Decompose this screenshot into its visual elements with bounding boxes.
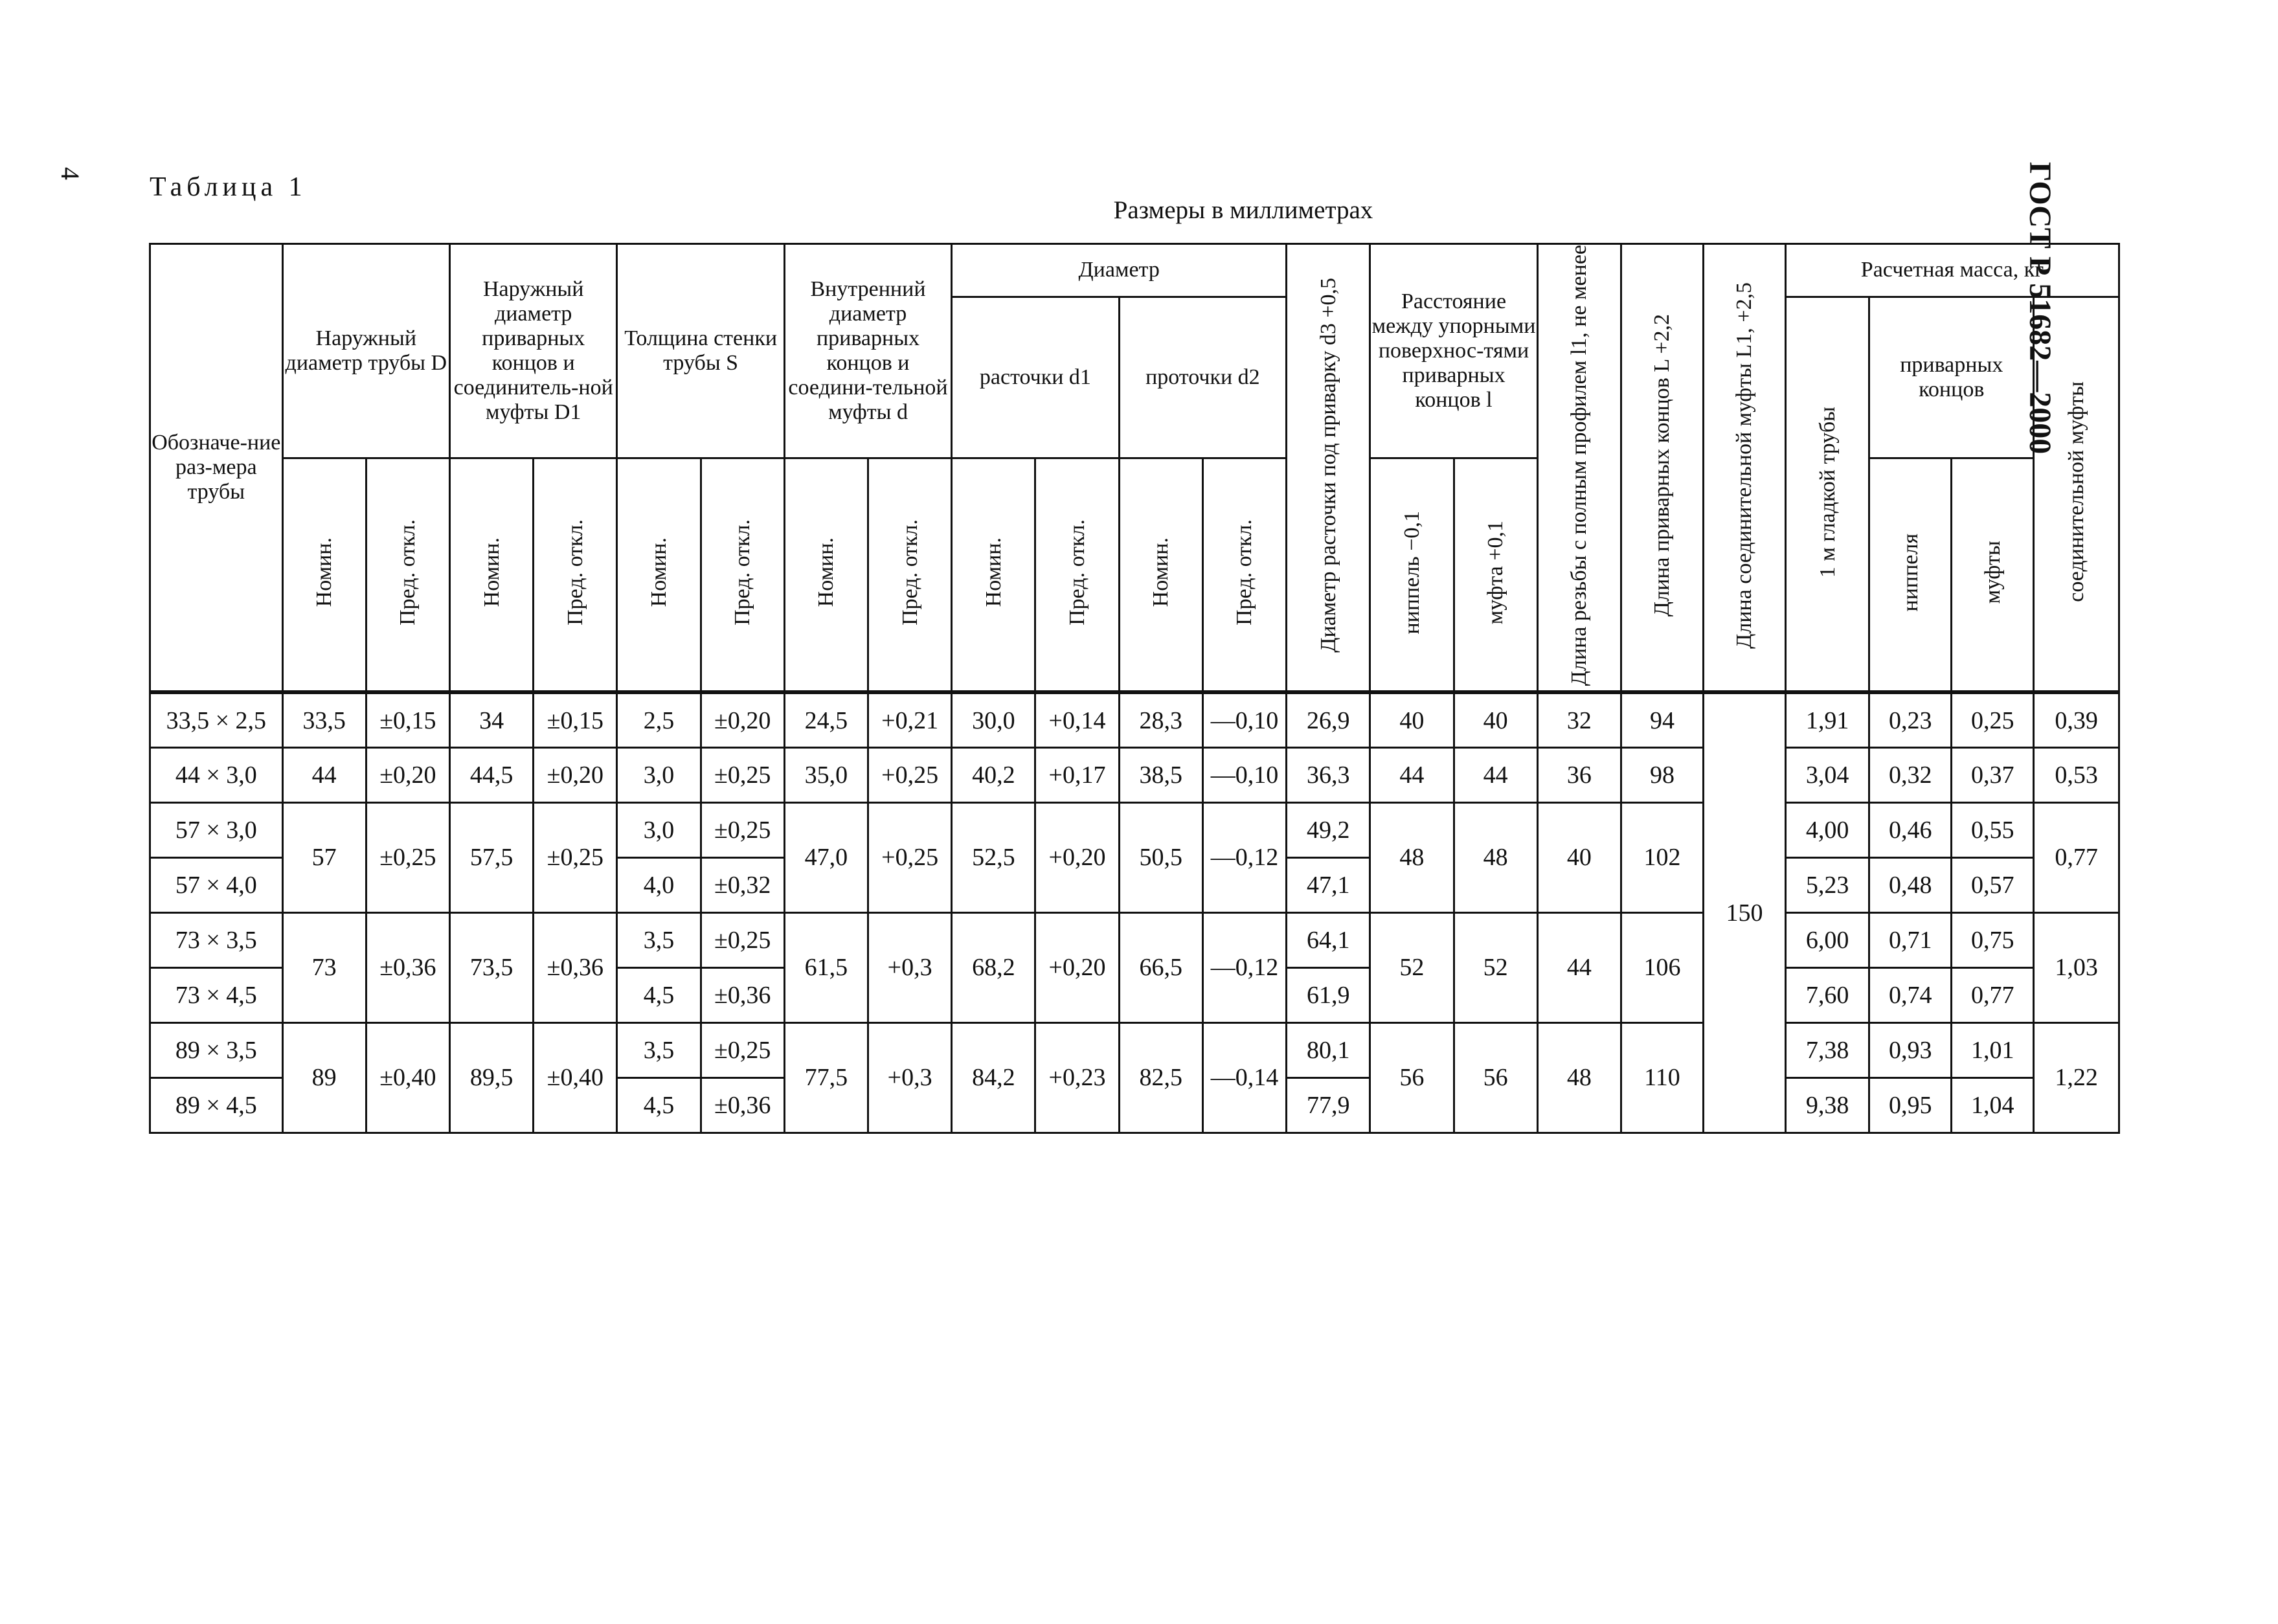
outer-d1-nom-header: Номин. [450, 458, 534, 692]
cell-l1: 48 [1537, 1022, 1621, 1133]
bore-tol-header: Пред. откл. [1035, 458, 1119, 692]
thread-len-header: Длина резьбы с полным профилем l1, не менее [1537, 244, 1621, 693]
cell-D: 33,5 [282, 692, 366, 747]
cell-mass-coupling-end: 0,75 [1952, 912, 2034, 967]
cell-mass-coupling: 1,03 [2034, 912, 2119, 1022]
cell-l-nipple: 56 [1370, 1022, 1454, 1133]
cell-d3: 47,1 [1287, 857, 1370, 912]
cell-l-nipple: 52 [1370, 912, 1454, 1022]
coupling-len-header: Длина соединительной муфты L1, +2,5 [1703, 244, 1785, 693]
cell-d1-tol: +0,14 [1035, 692, 1119, 747]
outer-d1-tol-header: Пред. откл. [534, 458, 617, 692]
table-title: Таблица 1 [150, 172, 307, 202]
cell-mass-pipe: 7,38 [1786, 1022, 1869, 1077]
page-number: 4 [56, 167, 85, 180]
groove-tol-header: Пред. откл. [1202, 458, 1286, 692]
cell-mass-pipe: 7,60 [1786, 967, 1869, 1022]
cell-D1: 34 [450, 692, 534, 747]
d3-header: Диаметр расточки под приварку d3 +0,5 [1287, 244, 1370, 693]
cell-d3: 64,1 [1287, 912, 1370, 967]
cell-mass-nipple: 0,32 [1869, 747, 1952, 802]
cell-l-coupling: 44 [1454, 747, 1537, 802]
cell-mass-coupling-end: 0,37 [1952, 747, 2034, 802]
cell-D-tol: ±0,20 [366, 747, 449, 802]
cell-mass-coupling-end: 0,55 [1952, 802, 2034, 857]
cell-mass-pipe: 6,00 [1786, 912, 1869, 967]
cell-d1-tol: +0,23 [1035, 1022, 1119, 1133]
distance-header: Расстояние между упорными поверхнос-тями приварных концов l [1370, 244, 1537, 458]
cell-mass-pipe: 1,91 [1786, 692, 1869, 747]
cell-d: 24,5 [784, 692, 868, 747]
cell-d3: 61,9 [1287, 967, 1370, 1022]
cell-mass-nipple: 0,95 [1869, 1077, 1952, 1133]
cell-d1: 68,2 [952, 912, 1035, 1022]
cell-l-nipple: 40 [1370, 692, 1454, 747]
outer-d1-header: Наружный диаметр приварных концов и соединитель-ной муфты D1 [450, 244, 617, 458]
cell-d1: 40,2 [952, 747, 1035, 802]
cell-mass-nipple: 0,46 [1869, 802, 1952, 857]
cell-d2-tol: —0,14 [1202, 1022, 1286, 1133]
cell-S: 4,0 [617, 857, 701, 912]
diameter-header: Диаметр [952, 244, 1287, 297]
table-row-designation: 73 × 4,5 [150, 967, 283, 1022]
cell-mass-coupling: 0,39 [2034, 692, 2119, 747]
cell-d1: 52,5 [952, 802, 1035, 912]
cell-L: 102 [1621, 802, 1703, 912]
outer-d-nom-header: Номин. [282, 458, 366, 692]
cell-D: 73 [282, 912, 366, 1022]
cell-d1-tol: +0,20 [1035, 912, 1119, 1022]
cell-S: 3,5 [617, 912, 701, 967]
cell-d-tol: +0,3 [868, 912, 952, 1022]
cell-d: 77,5 [784, 1022, 868, 1133]
cell-l1: 36 [1537, 747, 1621, 802]
table-row-designation: 33,5 × 2,5 [150, 692, 283, 747]
cell-D1-tol: ±0,40 [534, 1022, 617, 1133]
mass-weld-header: приварных концов [1869, 297, 2034, 458]
cell-S: 3,0 [617, 747, 701, 802]
cell-S: 4,5 [617, 1077, 701, 1133]
mass-nipple-header: ниппеля [1869, 458, 1952, 692]
cell-D: 57 [282, 802, 366, 912]
cell-D1: 73,5 [450, 912, 534, 1022]
cell-D-tol: ±0,25 [366, 802, 449, 912]
cell-d: 61,5 [784, 912, 868, 1022]
cell-l-nipple: 48 [1370, 802, 1454, 912]
wall-nom-header: Номин. [617, 458, 701, 692]
cell-d2: 82,5 [1119, 1022, 1202, 1133]
cell-d2: 28,3 [1119, 692, 1202, 747]
cell-d2: 38,5 [1119, 747, 1202, 802]
groove-header: проточки d2 [1119, 297, 1286, 458]
cell-D: 89 [282, 1022, 366, 1133]
cell-S-tol: ±0,25 [701, 912, 784, 967]
cell-l1: 44 [1537, 912, 1621, 1022]
table-row-designation: 44 × 3,0 [150, 747, 283, 802]
cell-S: 4,5 [617, 967, 701, 1022]
dimensions-table [149, 243, 2120, 1134]
cell-D1: 89,5 [450, 1022, 534, 1133]
cell-d-tol: +0,21 [868, 692, 952, 747]
cell-D: 44 [282, 747, 366, 802]
cell-mass-nipple: 0,71 [1869, 912, 1952, 967]
inner-d-header: Внутренний диаметр приварных концов и соедини-тельной муфты d [784, 244, 951, 458]
cell-d3: 49,2 [1287, 802, 1370, 857]
cell-L: 94 [1621, 692, 1703, 747]
cell-d2-tol: —0,12 [1202, 802, 1286, 912]
cell-l-coupling: 52 [1454, 912, 1537, 1022]
cell-D1-tol: ±0,36 [534, 912, 617, 1022]
cell-d3: 26,9 [1287, 692, 1370, 747]
cell-S: 2,5 [617, 692, 701, 747]
cell-D1-tol: ±0,20 [534, 747, 617, 802]
cell-mass-nipple: 0,93 [1869, 1022, 1952, 1077]
cell-l1: 32 [1537, 692, 1621, 747]
cell-d2-tol: —0,12 [1202, 912, 1286, 1022]
cell-d1: 84,2 [952, 1022, 1035, 1133]
cell-d1-tol: +0,20 [1035, 802, 1119, 912]
cell-d1: 30,0 [952, 692, 1035, 747]
wall-header: Толщина стенки трубы S [617, 244, 784, 458]
cell-mass-coupling: 1,22 [2034, 1022, 2119, 1133]
cell-l-coupling: 48 [1454, 802, 1537, 912]
cell-d-tol: +0,25 [868, 802, 952, 912]
bore-nom-header: Номин. [952, 458, 1035, 692]
nipple-tol-header: ниппель −0,1 [1370, 458, 1454, 692]
cell-l-nipple: 44 [1370, 747, 1454, 802]
cell-S-tol: ±0,25 [701, 747, 784, 802]
cell-S-tol: ±0,36 [701, 967, 784, 1022]
cell-D1: 57,5 [450, 802, 534, 912]
designation-header: Обозначе-ние раз-мера трубы [150, 244, 283, 693]
cell-d3: 80,1 [1287, 1022, 1370, 1077]
table-row-designation: 57 × 4,0 [150, 857, 283, 912]
cell-mass-nipple: 0,23 [1869, 692, 1952, 747]
table-row-designation: 89 × 3,5 [150, 1022, 283, 1077]
cell-mass-coupling-end: 0,57 [1952, 857, 2034, 912]
cell-d1-tol: +0,17 [1035, 747, 1119, 802]
standard-label: ГОСТ Р 51682—2000 [2023, 162, 2057, 455]
cell-D-tol: ±0,36 [366, 912, 449, 1022]
units-caption: Размеры в миллиметрах [1113, 196, 1373, 224]
outer-d-header: Наружный диаметр трубы D [282, 244, 449, 458]
cell-d3: 36,3 [1287, 747, 1370, 802]
table-row-designation: 73 × 3,5 [150, 912, 283, 967]
cell-mass-pipe: 4,00 [1786, 802, 1869, 857]
cell-l-coupling: 56 [1454, 1022, 1537, 1133]
cell-d2: 50,5 [1119, 802, 1202, 912]
cell-d: 47,0 [784, 802, 868, 912]
cell-mass-coupling-end: 1,04 [1952, 1077, 2034, 1133]
cell-mass-coupling: 0,77 [2034, 802, 2119, 912]
cell-d: 35,0 [784, 747, 868, 802]
table-row-designation: 89 × 4,5 [150, 1077, 283, 1133]
cell-mass-coupling-end: 0,77 [1952, 967, 2034, 1022]
cell-d2: 66,5 [1119, 912, 1202, 1022]
cell-S-tol: ±0,32 [701, 857, 784, 912]
cell-d2-tol: —0,10 [1202, 747, 1286, 802]
mass-header: Расчетная масса, кг [1786, 244, 2119, 297]
cell-l-coupling: 40 [1454, 692, 1537, 747]
cell-D-tol: ±0,15 [366, 692, 449, 747]
cell-D1-tol: ±0,25 [534, 802, 617, 912]
cell-mass-nipple: 0,48 [1869, 857, 1952, 912]
cell-S-tol: ±0,25 [701, 1022, 784, 1077]
cell-mass-coupling-end: 1,01 [1952, 1022, 2034, 1077]
cell-D1: 44,5 [450, 747, 534, 802]
outer-d-tol-header: Пред. откл. [366, 458, 449, 692]
cell-mass-pipe: 5,23 [1786, 857, 1869, 912]
cell-mass-pipe: 9,38 [1786, 1077, 1869, 1133]
cell-d-tol: +0,25 [868, 747, 952, 802]
cell-d-tol: +0,3 [868, 1022, 952, 1133]
cell-S: 3,5 [617, 1022, 701, 1077]
cell-mass-pipe: 3,04 [1786, 747, 1869, 802]
cell-mass-coupling-end: 0,25 [1952, 692, 2034, 747]
cell-L: 98 [1621, 747, 1703, 802]
cell-S-tol: ±0,20 [701, 692, 784, 747]
mass-coupling-end-header: муфты [1952, 458, 2034, 692]
cell-L1: 150 [1703, 692, 1785, 1133]
cell-D-tol: ±0,40 [366, 1022, 449, 1133]
weld-len-header: Длина приварных концов L +2,2 [1621, 244, 1703, 693]
cell-S-tol: ±0,25 [701, 802, 784, 857]
cell-S-tol: ±0,36 [701, 1077, 784, 1133]
cell-L: 110 [1621, 1022, 1703, 1133]
inner-d-tol-header: Пред. откл. [868, 458, 952, 692]
bore-header: расточки d1 [952, 297, 1119, 458]
cell-mass-coupling: 0,53 [2034, 747, 2119, 802]
table-row-designation: 57 × 3,0 [150, 802, 283, 857]
wall-tol-header: Пред. откл. [701, 458, 784, 692]
cell-mass-nipple: 0,74 [1869, 967, 1952, 1022]
cell-D1-tol: ±0,15 [534, 692, 617, 747]
inner-d-nom-header: Номин. [784, 458, 868, 692]
mass-coupling-header: соединительной муфты [2034, 297, 2119, 693]
mass-pipe-header: 1 м гладкой трубы [1786, 297, 1869, 693]
cell-d2-tol: —0,10 [1202, 692, 1286, 747]
groove-nom-header: Номин. [1119, 458, 1202, 692]
cell-d3: 77,9 [1287, 1077, 1370, 1133]
cell-S: 3,0 [617, 802, 701, 857]
coupling-tol-header: муфта +0,1 [1454, 458, 1537, 692]
cell-l1: 40 [1537, 802, 1621, 912]
cell-L: 106 [1621, 912, 1703, 1022]
